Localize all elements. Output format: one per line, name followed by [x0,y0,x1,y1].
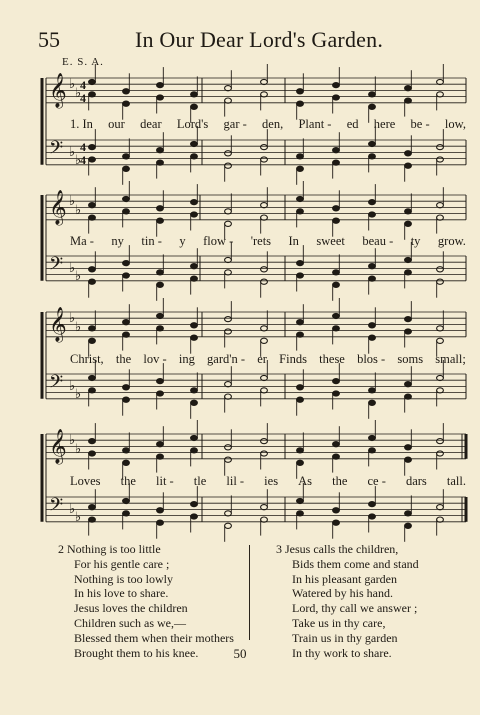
notehead [369,212,376,217]
flat-sign-icon: ♭ [69,260,76,275]
flat-sign-icon: ♭ [69,193,76,208]
flat-sign-icon: ♭ [75,319,82,334]
verse-line: In his pleasant garden [292,571,397,586]
lyric-syllable: gard'n - [207,352,246,366]
notehead [157,218,164,223]
notehead [89,145,96,150]
notehead [405,511,412,516]
notehead [89,157,96,162]
notehead [123,261,130,266]
flat-sign-icon: ♭ [75,85,82,100]
notehead [157,160,164,165]
lyric-line-2 [70,234,466,249]
notehead [405,151,412,156]
notehead [89,326,96,331]
lyric-syllable: tin - [141,234,162,248]
time-signature-bottom: 4 [80,153,86,167]
hymn-number: 55 [38,27,60,52]
notehead [123,511,130,516]
notehead [369,276,376,281]
notehead [405,382,412,387]
notehead [297,448,304,453]
notehead [369,323,376,328]
lyric-syllable: As [298,474,313,488]
lyric-syllable: ies [264,474,279,488]
notehead [333,270,340,275]
notehead [437,145,444,150]
flat-sign-icon: ♭ [69,501,76,516]
notehead [405,98,412,103]
notehead [191,400,198,405]
notehead [437,439,444,444]
notehead [191,502,198,507]
lyric-syllable: tall. [446,474,466,488]
notehead [369,104,376,109]
notehead [297,209,304,214]
notehead [157,313,164,318]
notehead [437,279,444,284]
lyric-line-1 [70,117,466,132]
notehead [437,451,444,456]
lyric-syllable: den, [262,117,284,131]
lyric-syllable: dars [405,474,427,488]
lyric-syllable: lov - [143,352,167,366]
notehead [261,279,268,284]
lyric-syllable: beau - [362,234,394,248]
lyric-syllable: Ma - [70,234,94,248]
notehead [157,520,164,525]
lyric-syllable: tle [193,474,207,488]
lyric-syllable: In [288,234,299,248]
notehead [297,332,304,337]
notehead [157,206,164,211]
notehead [89,92,96,97]
notehead [191,141,198,146]
notehead [191,212,198,217]
flat-sign-icon: ♭ [75,152,82,167]
notehead [191,200,198,205]
verse-divider [249,545,250,640]
notehead [405,257,412,262]
notehead [157,454,164,459]
notehead [297,261,304,266]
notehead [157,148,164,153]
lyric-syllable: ty [410,234,421,248]
verse-2 [58,542,234,660]
notehead [123,448,130,453]
notehead [369,335,376,340]
bass-clef-icon: 𝄢 [49,495,64,520]
verse-line: Take us in thy care, [292,615,386,630]
notehead [297,460,304,465]
notehead [261,451,268,456]
verse-line: Brought them to his knee. [74,645,199,660]
lyric-syllable: lit - [156,474,174,488]
notehead [191,323,198,328]
notehead [89,375,96,380]
lyric-syllable: sweet [316,234,345,248]
bass-clef-icon: 𝄢 [49,254,64,279]
notehead [89,439,96,444]
lyric-syllable: Loves [70,474,101,488]
flat-sign-icon: ♭ [69,432,76,447]
notehead [297,320,304,325]
lyric-syllable: dear [140,117,162,131]
notehead [437,157,444,162]
notehead [157,282,164,287]
verse-line: Bids them come and stand [292,556,419,571]
notehead [89,279,96,284]
time-signature-bottom: 4 [80,91,86,105]
notehead [369,448,376,453]
lyric-syllable: Lord's [176,117,209,131]
notehead [89,79,96,84]
flat-sign-icon: ♭ [75,202,82,217]
lyric-syllable: Finds [279,352,307,366]
notehead [333,206,340,211]
notehead [261,145,268,150]
notehead [261,267,268,272]
bass-clef-icon: 𝄢 [49,372,64,397]
notehead [333,508,340,513]
lyric-syllable: ing [178,352,195,366]
notehead [191,154,198,159]
lyric-syllable: er [257,352,267,366]
verse-line: 3 Jesus calls the children, [276,542,399,556]
notehead [405,394,412,399]
notehead [225,329,232,334]
bass-clef-icon: 𝄢 [49,138,64,163]
notehead [89,451,96,456]
notehead [157,391,164,396]
notehead [123,460,130,465]
notehead [437,338,444,343]
verse-line: Train us in thy garden [292,630,398,645]
flat-sign-icon: ♭ [69,310,76,325]
notehead [225,163,232,168]
treble-clef-icon: 𝄞 [49,190,67,225]
time-signature-top: 4 [80,78,86,92]
notehead [297,397,304,402]
notehead [333,83,340,88]
notehead [89,505,96,510]
verse-3 [276,542,419,660]
notehead [123,196,130,201]
notehead [333,95,340,100]
lyric-syllable: 1. In [70,117,93,131]
notehead [297,385,304,390]
notehead [369,154,376,159]
lyric-syllable: these [319,352,345,366]
lyric-syllable: gar - [223,117,247,131]
notehead [333,160,340,165]
treble-clef-icon: 𝄞 [49,429,67,464]
lyric-syllable: y [179,234,186,248]
notehead [123,89,130,94]
notehead [297,166,304,171]
notehead [123,166,130,171]
notehead [333,442,340,447]
notehead [405,86,412,91]
notehead [333,218,340,223]
notehead [157,379,164,384]
voicing-label: E. S. A. [62,56,104,68]
verse-line: In his love to share. [74,586,169,601]
notehead [261,338,268,343]
notehead [333,326,340,331]
notehead [333,391,340,396]
verse-line: Lord, thy call we answer ; [292,601,418,616]
lyric-syllable: blos - [357,352,386,366]
notehead [157,442,164,447]
notehead [191,92,198,97]
notehead [369,400,376,405]
notehead [405,329,412,334]
notehead [89,338,96,343]
notehead [191,335,198,340]
notehead [405,317,412,322]
notehead [123,101,130,106]
notehead [369,141,376,146]
notehead [405,523,412,528]
notehead [333,520,340,525]
notehead [191,276,198,281]
notehead [225,317,232,322]
notehead [297,196,304,201]
notehead [123,498,130,503]
notehead [225,445,232,450]
notehead [369,514,376,519]
notehead [225,151,232,156]
notehead [333,379,340,384]
notehead [191,104,198,109]
treble-clef-icon: 𝄞 [49,73,67,108]
notehead [369,92,376,97]
notehead [333,454,340,459]
notehead [157,270,164,275]
notehead [225,523,232,528]
notehead [191,514,198,519]
notehead [261,157,268,162]
notehead [123,397,130,402]
notehead [405,457,412,462]
notehead [89,517,96,522]
treble-clef-icon: 𝄞 [49,307,67,342]
lyric-syllable: lil - [226,474,245,488]
notehead [261,439,268,444]
notehead [191,388,198,393]
notehead [191,448,198,453]
flat-sign-icon: ♭ [75,386,82,401]
notehead [89,267,96,272]
flat-sign-icon: ♭ [69,76,76,91]
hymn-title: In Our Dear Lord's Garden. [135,27,384,52]
notehead [191,264,198,269]
notehead [297,498,304,503]
verse-line: In thy work to share. [292,645,392,660]
notehead [123,320,130,325]
flat-sign-icon: ♭ [75,268,82,283]
verse-line: Watered by his hand. [292,586,394,601]
notehead [405,221,412,226]
notehead [123,273,130,278]
notehead [191,435,198,440]
notehead [157,508,164,513]
notehead [369,388,376,393]
verse-line: Nothing is too lowly [74,571,174,586]
notehead [123,154,130,159]
notehead [157,95,164,100]
notehead [297,154,304,159]
lyric-syllable: the [120,474,136,488]
lyric-syllable: flow - [203,234,234,248]
notehead [333,148,340,153]
notehead [297,101,304,106]
lyric-syllable: small; [435,352,466,366]
notehead [89,215,96,220]
notehead [89,388,96,393]
lyric-syllable: Plant - [298,117,332,131]
verse-line: Children such as we,— [74,615,186,630]
notehead [297,89,304,94]
notehead [405,163,412,168]
page-number: 50 [233,646,247,661]
notehead [297,511,304,516]
lyric-syllable: 'rets [250,234,272,248]
notehead [225,457,232,462]
lyric-syllable: Christ, [70,352,104,366]
lyric-syllable: the [332,474,348,488]
flat-sign-icon: ♭ [75,441,82,456]
notehead [157,83,164,88]
notehead [369,200,376,205]
lyric-syllable: ed [346,117,359,131]
notehead [405,270,412,275]
verse-line: For his gentle care ; [74,556,170,571]
notehead [157,326,164,331]
time-signature-top: 4 [80,140,86,154]
lyric-line-3 [70,352,466,367]
notehead [123,385,130,390]
lyric-syllable: be - [410,117,430,131]
lyric-syllable: grow. [437,234,466,248]
verse-line: Jesus loves the children [74,601,188,616]
lyric-syllable: ny [111,234,124,248]
flat-sign-icon: ♭ [69,378,76,393]
notehead [225,221,232,226]
notehead [369,264,376,269]
notehead [437,267,444,272]
flat-sign-icon: ♭ [75,509,82,524]
verse-line: 2 Nothing is too little [58,542,161,556]
lyric-syllable: soms [397,352,424,366]
notehead [89,203,96,208]
lyric-line-4 [70,474,466,489]
notehead [333,313,340,318]
notehead [405,209,412,214]
notehead [123,209,130,214]
notehead [333,282,340,287]
lyric-syllable: low, [444,117,466,131]
flat-sign-icon: ♭ [69,144,76,159]
lyric-syllable: the [115,352,132,366]
notehead [123,332,130,337]
lyric-syllable: our [108,117,125,131]
notehead [297,273,304,278]
verse-line: Blessed them when their mothers [74,630,234,645]
notehead [369,502,376,507]
lyric-syllable: here [373,117,396,131]
notehead [369,435,376,440]
notehead [405,445,412,450]
lyric-syllable: ce - [367,474,386,488]
